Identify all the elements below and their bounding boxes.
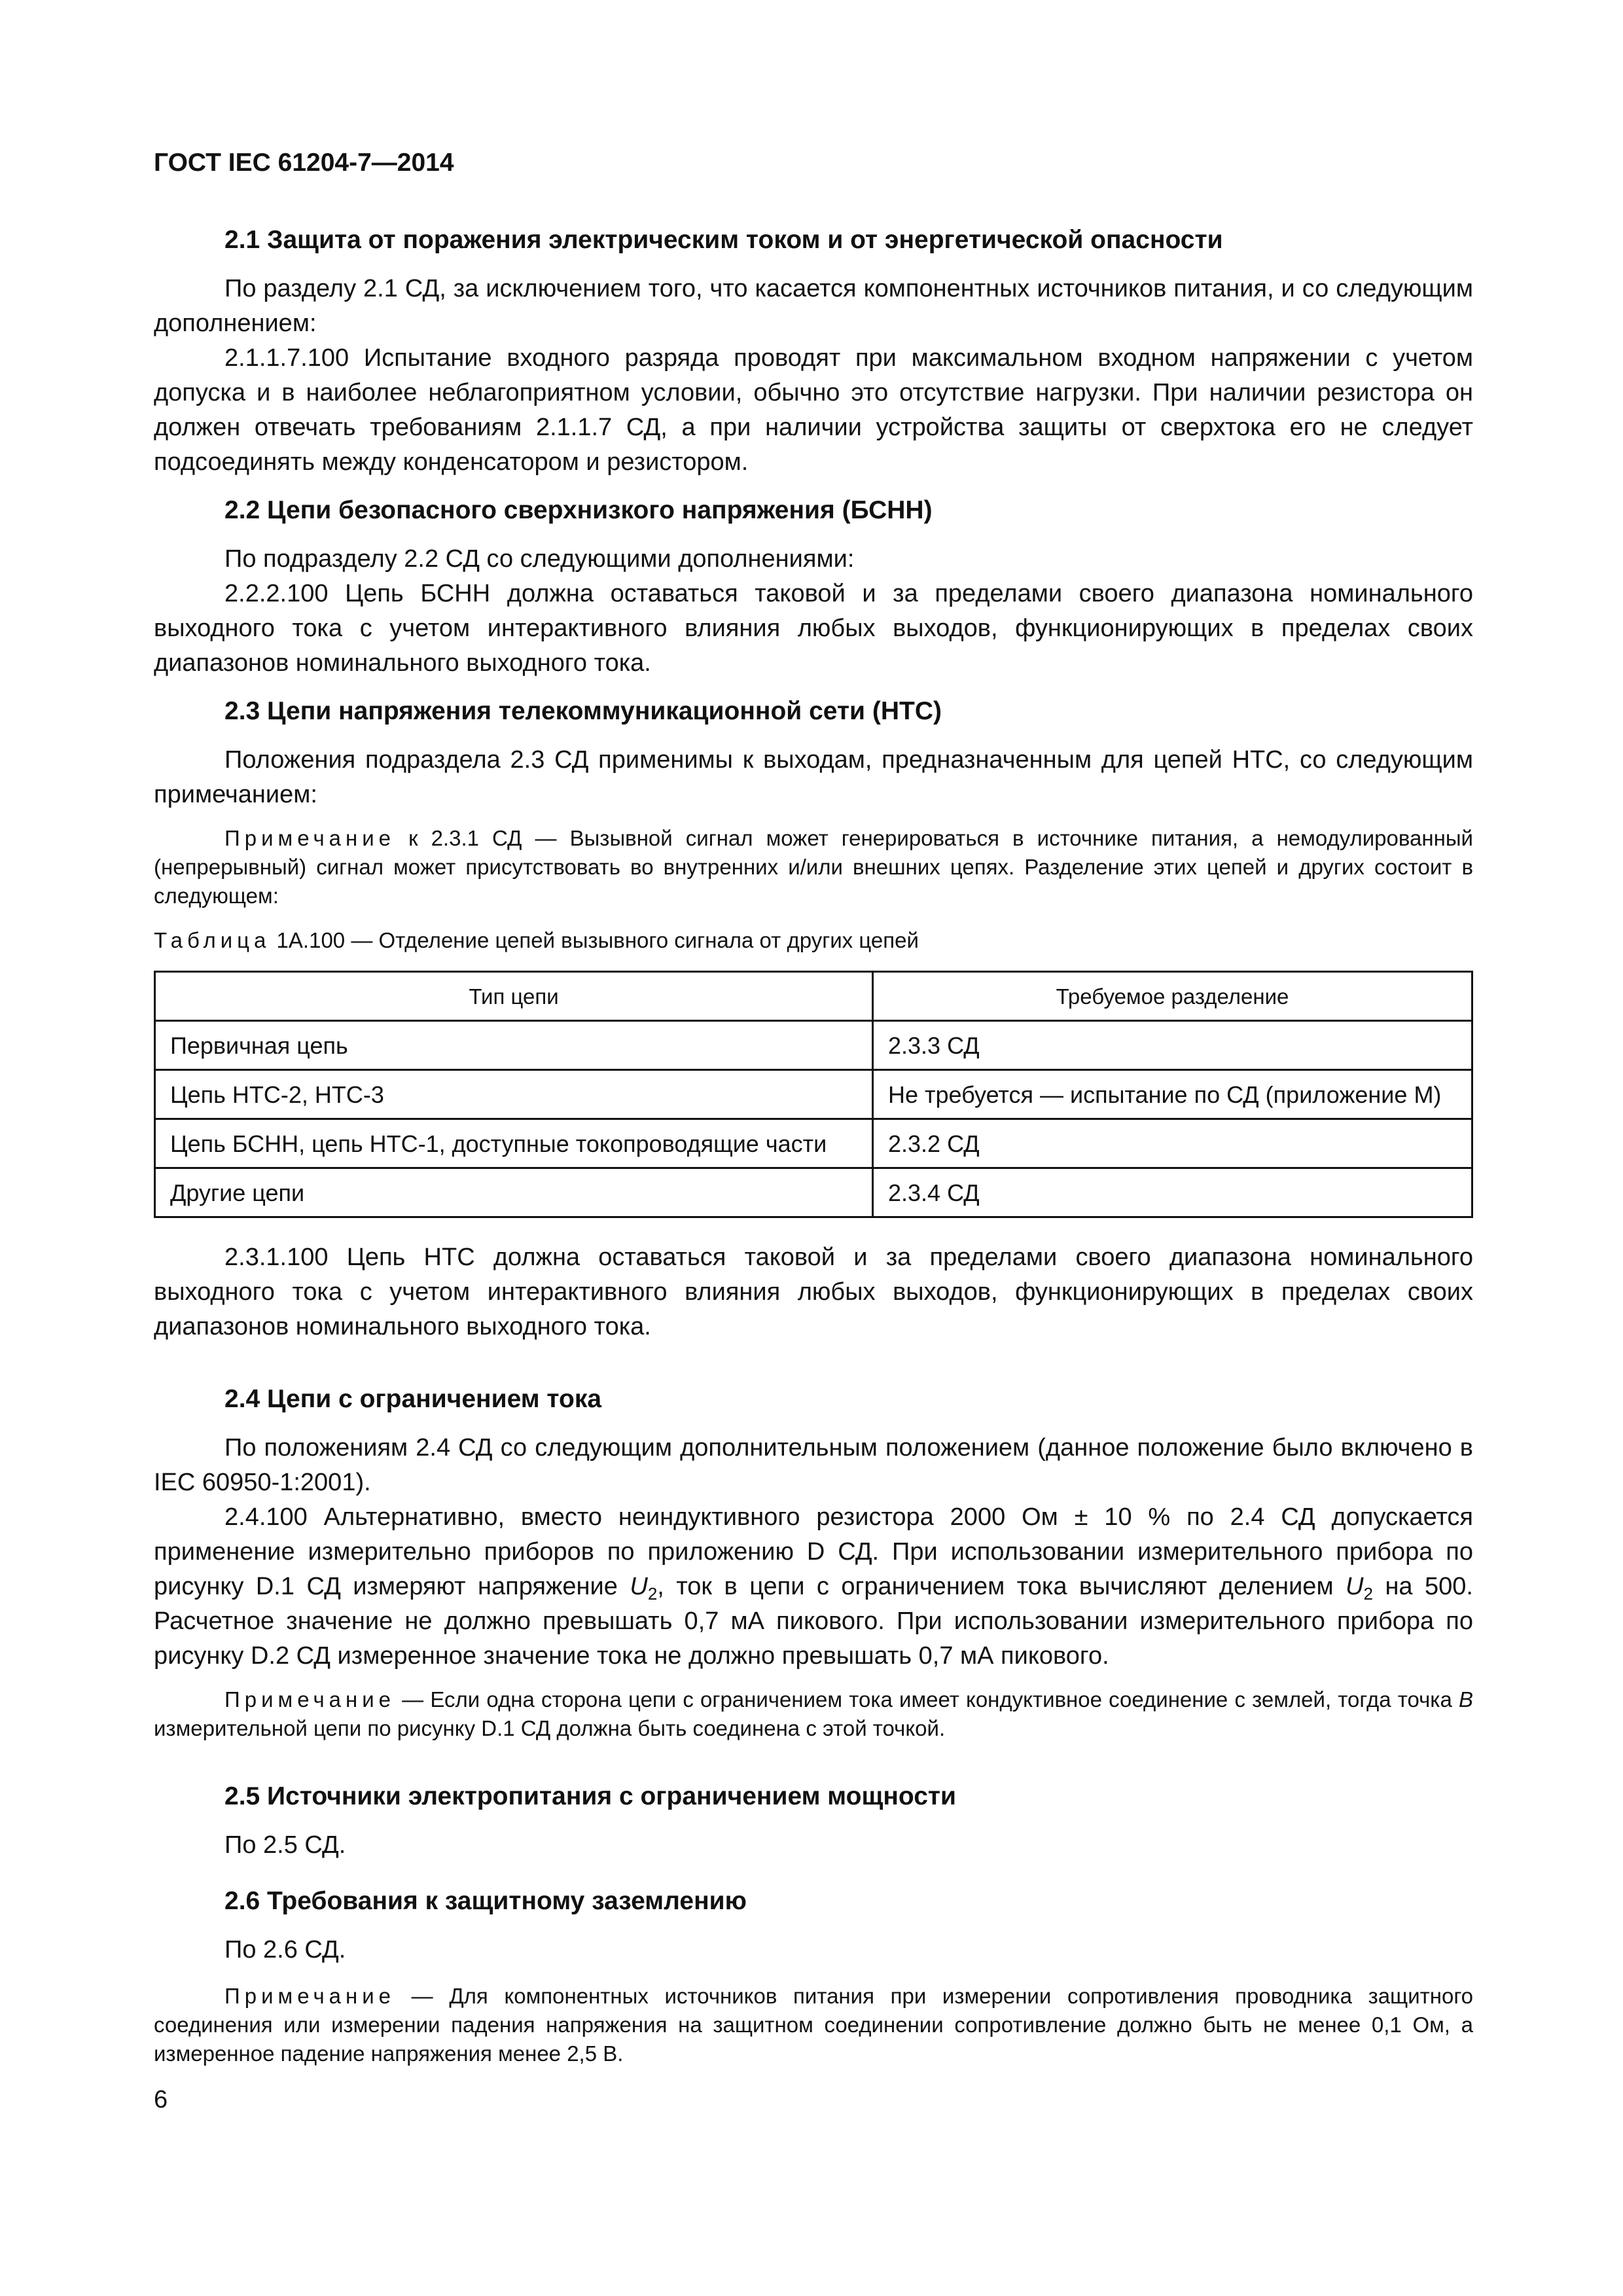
section-title: 2.2 Цепи безопасного сверхнизкого напряжения (БСНН) [224,496,933,524]
table-cell: 2.3.3 СД [873,1021,1472,1070]
paragraph: По положениям 2.4 СД со следующим дополнительным положением (данное положение было включено в IEC 60950-1:2001). [154,1434,1473,1496]
subscript: 2 [1363,1584,1373,1604]
table-cell: Цепь НТС-2, НТС-3 [155,1070,873,1119]
paragraph: 2.2.2.100 Цепь БСНН должна оставаться таковой и за пределами своего диапазона номинального выходного тока с учетом интерактивного влияния любых выходов, функционирующих в пределах своих диапазонов номинального выходного тока. [154,580,1473,677]
section-title: 2.3 Цепи напряжения телекоммуникационной сети (НТС) [224,697,942,725]
note: Примечание — Если одна сторона цепи с ограничением тока имеет кондуктивное соединение с землей, тогда точка B измерительной цепи по рисунку D.1 СД должна быть соединена с этой точкой. [154,1687,1473,1740]
section-title: 2.4 Цепи с ограничением тока [224,1385,602,1413]
table-row [155,1168,1472,1217]
table-cell: Цепь БСНН, цепь НТС-1, доступные токопроводящие части [155,1119,873,1168]
section-title: 2.6 Требования к защитному заземлению [224,1887,747,1915]
table-label: Таблица [154,928,271,952]
section-title: 2.1 Защита от поражения электрическим током и от энергетической опасности [224,226,1223,254]
note-text: — Для компонентных источников питания при измерении сопротивления проводника защитного соединения или измерении падения напряжения на защитном соединении сопротивление должно быть не менее 0,1 Ом, а измеренное падение напряжения менее 2,5 В. [154,1984,1473,2066]
table-header: Тип цепи [155,972,873,1021]
table-cell: Другие цепи [155,1168,873,1217]
section-2-3 [154,694,1473,1344]
paragraph: По подразделу 2.2 СД со следующими дополнениями: [224,545,855,573]
note-label: Примечание [224,826,396,850]
note [154,1982,1473,2068]
point-symbol: B [1458,1687,1473,1712]
paragraph: По разделу 2.1 СД, за исключением того, что касается компонентных источников питания, и со следующим дополнением: [154,275,1473,337]
table-cell: 2.3.4 СД [873,1168,1472,1217]
symbol-u: U [630,1573,648,1600]
section-title: 2.5 Источники электропитания с ограничением мощности [224,1782,956,1810]
section-2-1 [154,223,1473,480]
table-header: Требуемое разделение [873,972,1472,1021]
paragraph: 2.3.1.100 Цепь НТС должна оставаться таковой и за пределами своего диапазона номинального выходного тока с учетом интерактивного влияния любых выходов, функционирующих в пределах своих диапазонов номинального выходного тока. [154,1244,1473,1340]
note-label: Примечание [224,1984,396,2008]
subscript: 2 [647,1584,658,1604]
section-2-5 [154,1779,1473,1863]
table-caption [154,926,1473,955]
page-number: 6 [154,2086,168,2113]
section-2-6 [154,1884,1473,2068]
table-header-row [155,972,1472,1021]
paragraph: 2.1.1.7.100 Испытание входного разряда проводят при максимальном входном напряжении с учетом допуска и в наиболее неблагоприятном условии, обычно это отсутствие нагрузки. При наличии резистора он должен отвечать требованиям 2.1.1.7 СД, а при наличии устройства защиты от сверхтока его не следует подсоединять между конденсатором и резистором. [154,344,1473,476]
symbol-u: U [1346,1573,1364,1600]
table-cell: Не требуется — испытание по СД (приложение М) [873,1070,1472,1119]
separation-table [154,971,1473,1218]
table-cell: Первичная цепь [155,1021,873,1070]
paragraph: Положения подраздела 2.3 СД применимы к выходам, предназначенным для цепей НТС, со следующим примечанием: [154,746,1473,808]
table-title: 1А.100 — Отделение цепей вызывного сигнала от других цепей [270,928,919,952]
doc-code: ГОСТ IEC 61204-7—2014 [154,149,454,177]
note-label: Примечание [224,1687,396,1712]
table-cell: 2.3.2 СД [873,1119,1472,1168]
table-row [155,1070,1472,1119]
table-row [155,1021,1472,1070]
note-text: к 2.3.1 СД — Вызывной сигнал может генерироваться в источнике питания, а немодулированный (непрерывный) сигнал может присутствовать во внутренних и/или внешних цепях. Разделение этих цепей и других состоит в следующем: [154,826,1473,908]
note [154,824,1473,910]
table-row [155,1119,1472,1168]
section-2-4 [154,1382,1473,1743]
section-2-2 [154,493,1473,681]
paragraph: По 2.5 СД. [224,1831,346,1859]
paragraph: 2.4.100 Альтернативно, вместо неиндуктивного резистора 2000 Ом ± 10 % по 2.4 СД допускается применение измерительно приборов по приложению D СД. При использовании измерительного прибора по рисунку D.1 СД измеряют напряжение $U_2$, ток в цепи с ограничением тока вычисляют делением $U_2$ на 500. Расчетное значение не должно превышать 0,7 мА пикового. При использовании измерительного прибора по рисунку D.2 СД измеренное значение тока не должно превышать 0,7 мА пикового. [154,1503,1473,1670]
paragraph: По 2.6 СД. [224,1936,346,1964]
